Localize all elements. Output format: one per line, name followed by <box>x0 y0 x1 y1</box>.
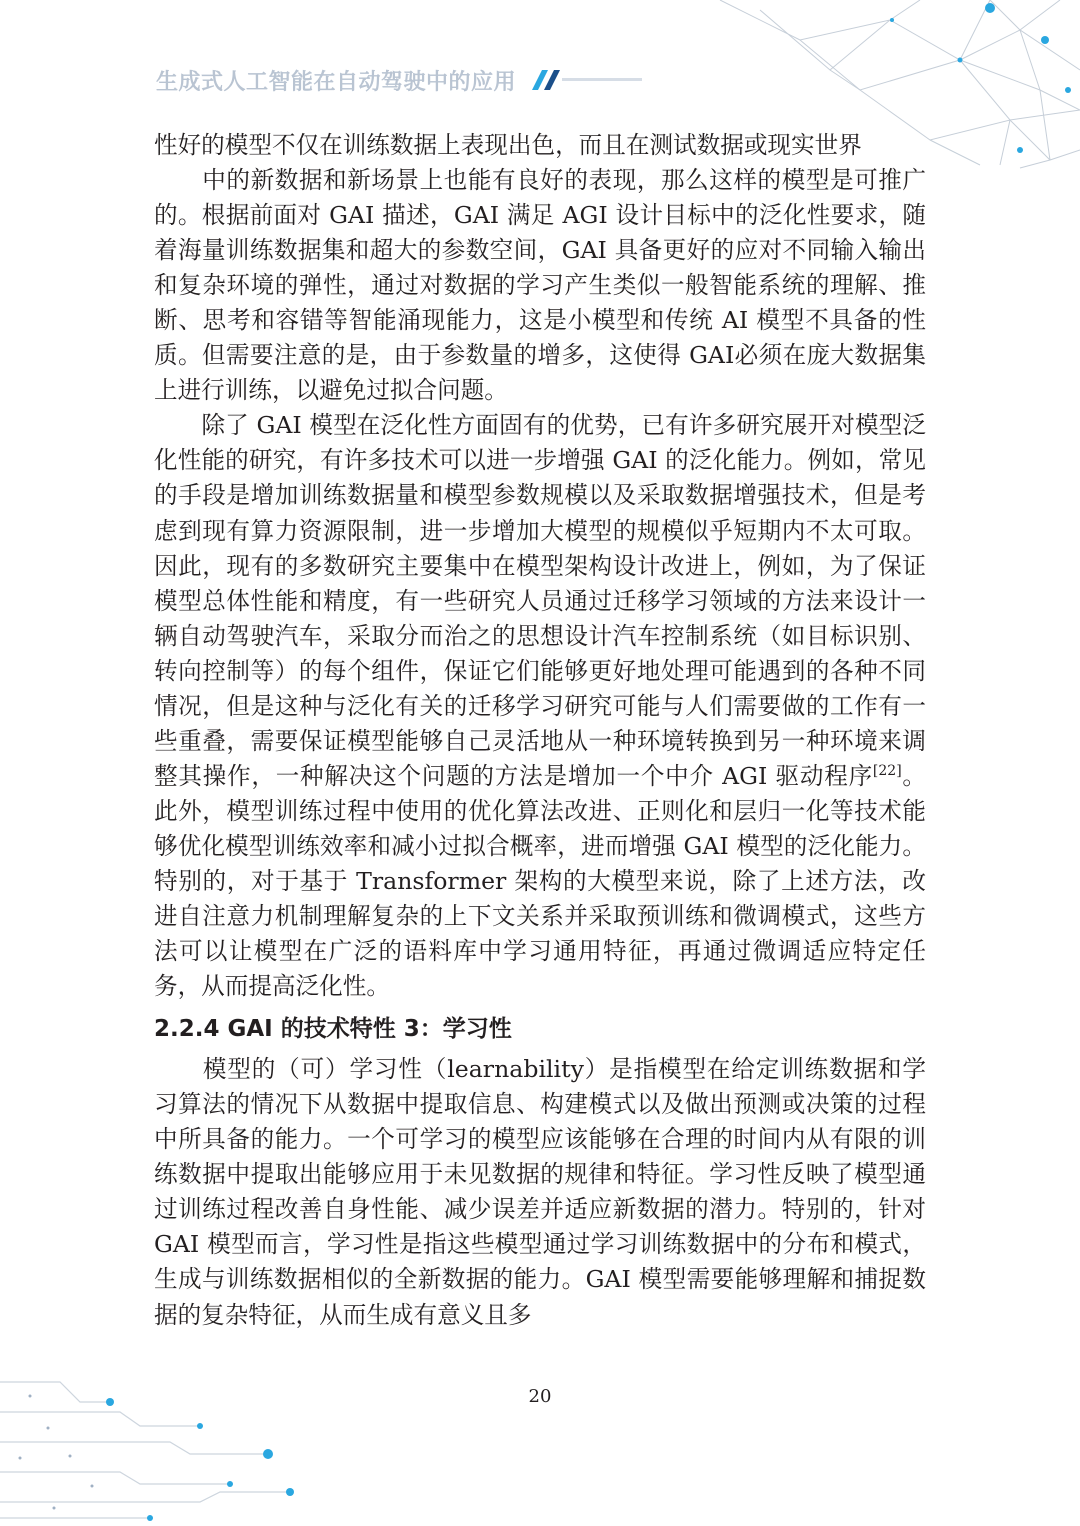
paragraph <box>154 408 926 1004</box>
page-number: 20 <box>528 1386 552 1407</box>
paragraph: 性好的模型不仅在训练数据上表现出色，而且在测试数据或现实世界 中的新数据和新场景上也能有良好的表现，那么这样的模型是可推广的。根据前面对 GAI 描述，GAI 满足 AGI 设计目标中的泛化性要求，随着海量训练数据集和超大的参数空间，GAI 具备更好的应对不同输入输出和复杂环境的弹性，通过对数据的学习产生类似一般智能系统的理解、推断、思考和容错等智能涌现能力，这是小模型和传统 AI 模型不具备的性质。但需要注意的是，由于参数量的增多，这使得 GAI必须在庞大数据集上进行训练，以避免过拟合问题。 <box>154 131 926 405</box>
citation-reference: [22] <box>872 762 902 779</box>
slanted-bars-icon <box>526 66 646 94</box>
circuit-dots-decoration <box>0 1356 330 1526</box>
paragraph-text: 。此外，模型训练过程中使用的优化算法改进、正则化和层归一化等技术能够优化模型训练效率和减小过拟合概率，进而增强 GAI 模型的泛化能力。特别的，对于基于 Transformer 架构的大模型来说，除了上述方法，改进自注意力机制理解复杂的上下文关系并采取预训练和微调模式，这些方法可以让模型在广泛的语料库中学习通用特征，再通过微调适应特定任务，从而提高泛化性。 <box>154 761 927 1001</box>
paragraph: 模型的（可）学习性（learnability）是指模型在给定训练数据和学习算法的情况下从数据中提取信息、构建模式以及做出预测或决策的过程中所具备的能力。一个可学习的模型应该能够在合理的时间内从有限的训练数据中提取出能够应用于未见数据的规律和特征。学习性反映了模型通过训练过程改善自身性能、减少误差并适应新数据的潜力。特别的，针对 GAI 模型而言，学习性是指这些模型通过学习训练数据中的分布和模式，生成与训练数据相似的全新数据的能力。GAI 模型需要能够理解和捕捉数据的复杂特征，从而生成有意义且多 <box>154 1055 926 1329</box>
body-text <box>154 128 926 1333</box>
section-heading: 2.2.4 GAI 的技术特性 3：学习性 <box>154 1016 512 1043</box>
running-header <box>156 62 646 98</box>
paragraph-text: 除了 GAI 模型在泛化性方面固有的优势，已有许多研究展开对模型泛化性能的研究，有许多技术可以进一步增强 GAI 的泛化能力。例如，常见的手段是增加训练数据量和模型参数规模以及采取数据增强技术，但是考虑到现有算力资源限制，进一步增加大模型的规模似乎短期内不太可取。因此，现有的多数研究主要集中在模型架构设计改进上，例如，为了保证模型总体性能和精度，有一些研究人员通过迁移学习领域的方法来设计一辆自动驾驶汽车，采取分而治之的思想设计汽车控制系统（如目标识别、转向控制等）的每个组件，保证它们能够更好地处理可能遇到的各种不同情况，但是这种与泛化有关的迁移学习研究可能与人们需要做的工作有一些重叠，需要保证模型能够自己灵活地从一种环境转换到另一种环境来调整其操作，一种解决这个问题的方法是增加一个中介 AGI 驱动程序 <box>154 411 926 790</box>
running-header-title: 生成式人工智能在自动驾驶中的应用 <box>156 69 517 95</box>
